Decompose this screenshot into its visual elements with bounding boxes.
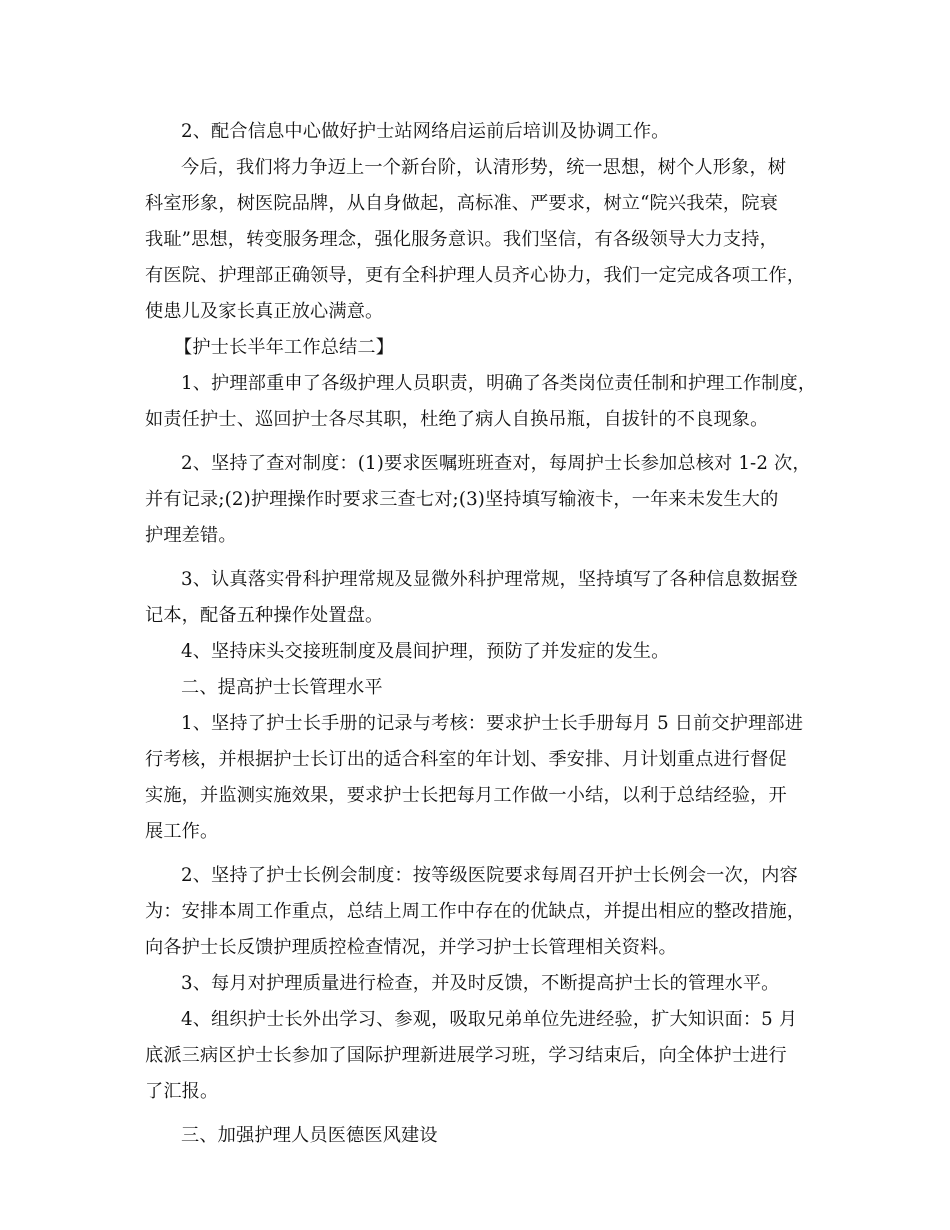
paragraph-line: 使患儿及家长真正放心满意。 — [145, 301, 384, 322]
paragraph-line: 了汇报。 — [145, 1081, 219, 1102]
paragraph-line: 2、坚持了查对制度：(1)要求医嘱班班查对，每周护士长参加总核对 1-2 次， — [181, 453, 811, 474]
paragraph-line: 4、坚持床头交接班制度及晨间护理，预防了并发症的发生。 — [181, 641, 670, 662]
paragraph-line: 4、组织护士长外出学习、参观，吸取兄弟单位先进经验，扩大知识面：5 月 — [181, 1009, 798, 1030]
paragraph-line: 3、认真落实骨科护理常规及显微外科护理常规，坚持填写了各种信息数据登 — [181, 569, 798, 590]
paragraph-line: 行考核，并根据护士长订出的适合科室的年计划、季安排、月计划重点进行督促 — [145, 749, 787, 770]
paragraph-line: 1、坚持了护士长手册的记录与考核：要求护士长手册每月 5 日前交护理部进 — [181, 713, 804, 734]
paragraph-line: 有医院、护理部正确领导，更有全科护理人员齐心协力，我们一定完成各项工作， — [145, 265, 806, 286]
section-heading: 三、加强护理人员医德医风建设 — [181, 1125, 438, 1146]
paragraph-line: 3、每月对护理质量进行检查，并及时反馈，不断提高护士长的管理水平。 — [181, 973, 780, 994]
paragraph-line: 记本，配备五种操作处置盘。 — [145, 605, 384, 626]
section-heading: 二、提高护士长管理水平 — [181, 677, 383, 698]
paragraph-line: 2、坚持了护士长例会制度：按等级医院要求每周召开护士长例会一次，内容 — [181, 865, 798, 886]
paragraph-line: 如责任护士、巡回护士各尽其职，杜绝了病人自换吊瓶，自拔针的不良现象。 — [145, 409, 769, 430]
paragraph-line: 实施，并监测实施效果，要求护士长把每月工作做一小结，以利于总结经验，开 — [145, 785, 787, 806]
paragraph-line: 底派三病区护士长参加了国际护理新进展学习班，学习结束后，向全体护士进行 — [145, 1045, 787, 1066]
paragraph-line: 我耻”思想，转变服务理念，强化服务意识。我们坚信，有各级领导大力支持， — [145, 229, 778, 250]
paragraph-line: 展工作。 — [145, 821, 219, 842]
paragraph-line: 为：安排本周工作重点，总结上周工作中存在的优缺点，并提出相应的整改措施， — [145, 901, 806, 922]
paragraph-line: 科室形象，树医院品牌，从自身做起，高标准、严要求，树立“院兴我荣，院衰 — [145, 193, 778, 214]
document-body — [145, 114, 817, 1154]
paragraph-line: 1、护理部重申了各级护理人员职责，明确了各类岗位责任制和护理工作制度， — [181, 373, 817, 394]
paragraph-line: 今后，我们将力争迈上一个新台阶，认清形势，统一思想，树个人形象，树 — [181, 157, 787, 178]
paragraph-line: 并有记录;(2)护理操作时要求三查七对;(3)坚持填写输液卡，一年来未发生大的 — [145, 489, 779, 510]
paragraph-line: 向各护士长反馈护理质控检查情况，并学习护士长管理相关资料。 — [145, 937, 677, 958]
paragraph-line: 2、配合信息中心做好护士站网络启运前后培训及协调工作。 — [181, 121, 670, 142]
paragraph-line: 护理差错。 — [145, 525, 237, 546]
section-title: 【护士长半年工作总结二】 — [174, 337, 395, 358]
